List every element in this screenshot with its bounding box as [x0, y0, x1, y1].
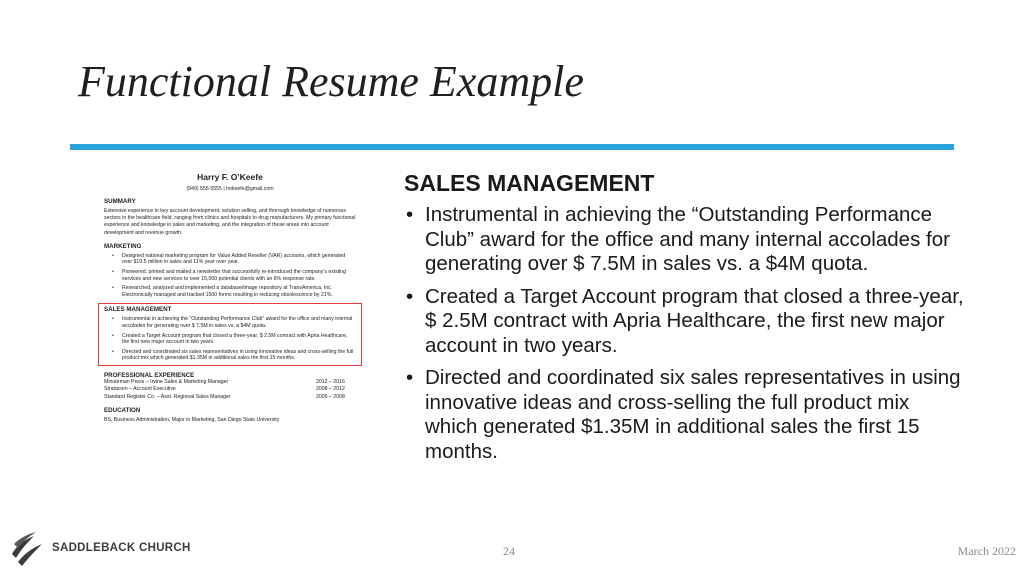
resume-contact: (949) 555-5555 | hokeefe@gmail.com [186, 186, 274, 192]
list-item: • Directed and coordinated six sales representatives in using innovative ideas and cross-selling the full product mix which generated $1.35M in additional sales the first 15 months. [112, 348, 354, 362]
resume-education: BS, Business Administration, Major in Marketing, San Diego State University [104, 417, 280, 424]
table-row: Minuteman Press – Irvine Sales & Marketing Manager 2012 – 2016 [104, 378, 345, 385]
list-item: • Instrumental in achieving the “Outstanding Performance Club” award for the office and many internal accolades for generating over $ 7.5M in sales vs. a $4M quota. [112, 316, 353, 329]
resume-name: Harry F. O’Keefe [197, 172, 263, 182]
resume-marketing-heading: MARKETING [104, 242, 142, 250]
slide-title: Functional Resume Example [78, 57, 584, 106]
list-item: • Created a Target Account program that closed a three-year, $ 2.5M contract with Apria Healthcare, the first new major account in two years. [112, 332, 348, 346]
resume-sales-highlight-box [98, 303, 362, 366]
table-row: Stratacom – Account Executive 2008 – 2012 [104, 386, 345, 393]
section-bullet-list [404, 203, 964, 464]
resume-summary-heading: SUMMARY [104, 198, 136, 205]
resume-marketing-list [104, 253, 356, 299]
list-item: • Researched, analyzed and implemented a database/image repository at TransAmerica, Inc. Electronically managed and tracked 1500 forms resulting in reducing obsolescence by 21%. [112, 285, 333, 298]
list-item: • Instrumental in achieving the “Outstanding Performance Club” award for the office and many internal accolades for generating over $ 7.5M in sales vs. a $4M quota. [406, 203, 950, 275]
resume-thumbnail [104, 172, 356, 512]
list-item: • Created a Target Account program that closed a three-year, $ 2.5M contract with Apria Healthcare, the first new major account in two years. [406, 284, 964, 357]
resume-sales-heading: SALES MANAGEMENT [104, 306, 172, 314]
resume-education-heading: EDUCATION [104, 407, 141, 415]
list-item: • Directed and coordinated six sales representatives in using innovative ideas and cross-selling the full product mix which generated $1.35M in additional sales the first 15 months. [406, 366, 961, 463]
list-item: • Designed national marketing program for Value Added Reseller (VAR) accounts, which generated over $19.5 million in sales and 11% year over year. [112, 252, 346, 266]
table-row: Standard Register Co. – Asst. Regional Sales Manager 2005 – 2008 [104, 393, 345, 400]
section-heading: SALES MANAGEMENT [404, 170, 655, 196]
saddleback-logo-icon [6, 528, 46, 568]
title-divider [70, 144, 954, 150]
saddleback-logo [6, 528, 191, 568]
org-name: SADDLEBACK CHURCH [52, 542, 191, 554]
page-number: 24 [503, 544, 515, 558]
slide-date: March 2022 [957, 544, 1016, 558]
list-item: • Pioneered, printed and mailed a newsletter that successfully re-introduced the company’s existing services and new services to over 15,000 potential clients with an 6% response rate. [112, 269, 346, 282]
resume-experience-heading: PROFESSIONAL EXPERIENCE [104, 371, 195, 379]
resume-summary: Extensive experience in key account development, solution selling, and thorough knowledge of numerous sectors in the healthcare field, ranging from clinics and hospitals to drug manufacturers. My primary functional experience and knowledge in sales and marketing, and the integration of these areas into account development and revenue growth. [104, 208, 356, 236]
resume-sales-list [104, 316, 356, 362]
sales-management-section [404, 170, 964, 472]
